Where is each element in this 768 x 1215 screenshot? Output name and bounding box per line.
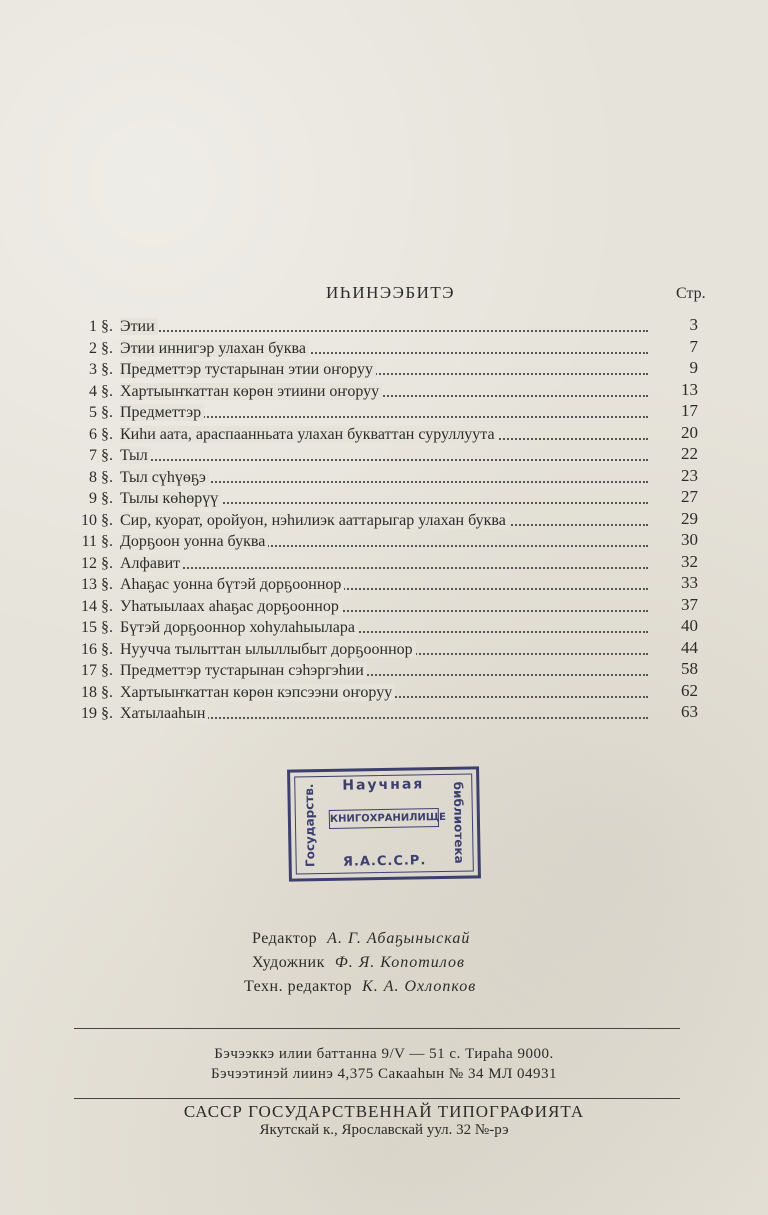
stamp-top-text: Научная bbox=[342, 776, 425, 794]
toc-entry-text: Хартыыҥкаттан көрөн кэпсээни оҥоруу bbox=[120, 684, 395, 701]
toc-entry-text: Киһи аата, араспаанньата улахан букваттан суруллуута bbox=[120, 426, 498, 443]
credit-role: Техн. редактор bbox=[244, 978, 353, 995]
toc-entry bbox=[0, 360, 768, 382]
toc-entry-text: Тыл bbox=[120, 447, 151, 464]
toc-entry-page: 32 bbox=[681, 551, 698, 571]
toc-entry bbox=[0, 575, 768, 597]
imprint-address: Якутскай к., Ярославскай уул. 32 №-рэ bbox=[259, 1122, 509, 1138]
toc-entry-title bbox=[120, 704, 648, 724]
toc-entry-number: 5 §. bbox=[89, 404, 113, 421]
toc-entry bbox=[0, 532, 768, 554]
toc-entry-number: 13 §. bbox=[81, 576, 113, 593]
toc-entry-title bbox=[120, 317, 648, 337]
toc-entry bbox=[0, 422, 768, 447]
toc-entry-number: 11 §. bbox=[81, 533, 113, 550]
toc-entry-title bbox=[120, 597, 648, 617]
toc-entry-number: 2 §. bbox=[89, 339, 113, 357]
toc-title: ИҺИНЭЭБИТЭ bbox=[326, 283, 455, 302]
toc-entry-text: Этии иннигэр улахан буква bbox=[120, 340, 309, 357]
credit-name: Ф. Я. Копотилов bbox=[334, 954, 465, 971]
toc-entry-title bbox=[120, 661, 648, 681]
toc-entry-page: 27 bbox=[681, 487, 698, 506]
toc-entry-number: 15 §. bbox=[81, 619, 113, 636]
toc-entry-text: Предметтэр тустарынан сэһэргэһии bbox=[120, 662, 367, 679]
toc-entry bbox=[0, 637, 768, 662]
toc-entry-text: Сир, куорат, оройуон, нэһилиэк ааттарыгар улахан буква bbox=[120, 512, 509, 529]
toc-entry-title bbox=[120, 575, 648, 595]
toc-entry-number: 8 §. bbox=[89, 468, 113, 486]
toc-entry bbox=[0, 661, 768, 683]
toc-page-column-header: Стр. bbox=[676, 285, 706, 302]
toc-entry-title bbox=[120, 554, 648, 574]
toc-entry bbox=[0, 465, 768, 490]
credits bbox=[244, 930, 477, 1002]
toc-entry-text: Предметтэр bbox=[120, 404, 204, 421]
imprint-printer: САССР ГОСУДАРСТВЕННАЙ ТИПОГРАФИЯТА bbox=[183, 1102, 585, 1121]
toc-entry bbox=[0, 618, 768, 640]
toc-entry-title bbox=[120, 468, 648, 488]
toc-entry-page: 44 bbox=[681, 637, 698, 657]
toc-entry-text: Бүтэй дорҕооннор хоһулаһыылара bbox=[120, 619, 358, 636]
credit-artist bbox=[252, 954, 476, 978]
toc-entry-page: 30 bbox=[681, 530, 698, 549]
toc-entry bbox=[0, 403, 768, 425]
toc-entry-page: 33 bbox=[681, 573, 698, 592]
toc-entry-text: Уһатыылаах аһаҕас дорҕооннор bbox=[120, 598, 342, 615]
toc-entry-title bbox=[120, 382, 648, 402]
toc-entry bbox=[0, 594, 768, 619]
toc-entry-page: 3 bbox=[689, 315, 698, 334]
toc-entry-text: Дорҕоон уонна буква bbox=[120, 533, 268, 550]
toc-entry-page: 63 bbox=[681, 702, 698, 721]
toc-entry bbox=[0, 704, 768, 726]
toc-entry-number: 9 §. bbox=[89, 490, 113, 507]
publication-line-1: Бэчээккэ илии баттанна 9/V — 51 с. Тираһа 9000. bbox=[214, 1046, 554, 1062]
toc-entry-number: 17 §. bbox=[81, 662, 113, 679]
toc-entry-number: 14 §. bbox=[81, 597, 113, 615]
toc-entry-title bbox=[120, 489, 648, 509]
credit-name: К. А. Охлопков bbox=[362, 978, 477, 995]
toc-entry-page: 17 bbox=[681, 401, 698, 420]
toc-entry-text: Хартыыҥкаттан көрөн этиини оҥоруу bbox=[120, 383, 382, 400]
toc-entry-page: 62 bbox=[681, 680, 698, 700]
toc-entry-title bbox=[120, 425, 648, 445]
toc-entry-title bbox=[120, 532, 648, 552]
toc-header bbox=[0, 283, 768, 307]
toc-entry-number: 1 §. bbox=[89, 318, 113, 335]
toc-entry-text: Аһаҕас уонна бүтэй дорҕооннор bbox=[120, 576, 344, 593]
toc-entry-text: Этии bbox=[120, 318, 158, 335]
toc-entry-title bbox=[120, 683, 648, 703]
toc-entry bbox=[0, 379, 768, 404]
toc-entry-page: 58 bbox=[681, 659, 698, 678]
toc-entry bbox=[0, 317, 768, 339]
toc-entry-text: Нуучча тылыттан ылыллыбыт дорҕооннор bbox=[120, 641, 416, 658]
toc-entry-text: Тылы көһөрүү bbox=[120, 490, 221, 507]
toc-entry-title bbox=[120, 360, 648, 380]
toc-entry-number: 18 §. bbox=[81, 683, 113, 701]
toc-entry bbox=[0, 446, 768, 468]
library-stamp bbox=[287, 766, 481, 881]
toc-entry-number: 19 §. bbox=[81, 705, 113, 722]
toc-entry-number: 16 §. bbox=[81, 640, 113, 658]
credit-editor bbox=[252, 930, 476, 954]
toc-entry-title bbox=[120, 640, 648, 660]
toc-entry-text: Хатылааһын bbox=[120, 705, 208, 722]
toc-entry-page: 23 bbox=[681, 465, 698, 485]
toc-entry-title bbox=[120, 446, 648, 466]
toc-entry bbox=[0, 551, 768, 576]
imprint bbox=[0, 1102, 768, 1139]
credit-name: А. Г. Абаҕыныскай bbox=[327, 930, 471, 947]
toc-entry-title bbox=[120, 511, 648, 531]
toc-list bbox=[0, 317, 768, 726]
toc-entry-page: 7 bbox=[689, 336, 698, 356]
toc-entry-text: Тыл сүһүөҕэ bbox=[120, 469, 209, 486]
credit-tech-editor bbox=[244, 978, 476, 1002]
credit-role: Художник bbox=[252, 954, 325, 971]
toc-entry bbox=[0, 336, 768, 361]
divider-bottom bbox=[74, 1098, 680, 1099]
toc-entry bbox=[0, 508, 768, 533]
toc-entry-page: 13 bbox=[681, 379, 698, 399]
toc-entry-text: Предметтэр тустарынан этии оҥоруу bbox=[120, 361, 376, 378]
toc-entry-number: 10 §. bbox=[81, 511, 113, 529]
credit-role: Редактор bbox=[252, 930, 318, 947]
divider-top bbox=[74, 1028, 680, 1029]
toc-entry-title bbox=[120, 618, 648, 638]
toc-entry-number: 6 §. bbox=[89, 425, 113, 443]
stamp-right-text: библиотека bbox=[450, 781, 467, 864]
toc-entry-page: 9 bbox=[689, 358, 698, 377]
toc-entry-page: 37 bbox=[681, 594, 698, 614]
toc-entry-number: 3 §. bbox=[89, 361, 113, 378]
toc-entry bbox=[0, 489, 768, 511]
toc-entry-text: Алфавит bbox=[120, 555, 183, 572]
toc-entry-page: 29 bbox=[681, 508, 698, 528]
toc-entry-number: 7 §. bbox=[89, 447, 113, 464]
toc-entry-title bbox=[120, 339, 648, 359]
toc-entry-title bbox=[120, 403, 648, 423]
toc-entry bbox=[0, 680, 768, 705]
publication-line-2: Бэчээтинэй лиинэ 4,375 Сакааһын № 34 МЛ 04931 bbox=[210, 1066, 558, 1082]
toc-entry-page: 22 bbox=[681, 444, 698, 463]
toc-entry-number: 4 §. bbox=[89, 382, 113, 400]
toc-entry-number: 12 §. bbox=[81, 554, 113, 572]
stamp-left-text: Государств. bbox=[301, 783, 318, 868]
stamp-bottom-text: Я.А.С.С.Р. bbox=[342, 853, 427, 870]
toc-entry-page: 40 bbox=[681, 616, 698, 635]
toc-entry-page: 20 bbox=[681, 422, 698, 442]
stamp-middle-text: КНИГОХРАНИЛИЩЕ bbox=[329, 808, 439, 829]
